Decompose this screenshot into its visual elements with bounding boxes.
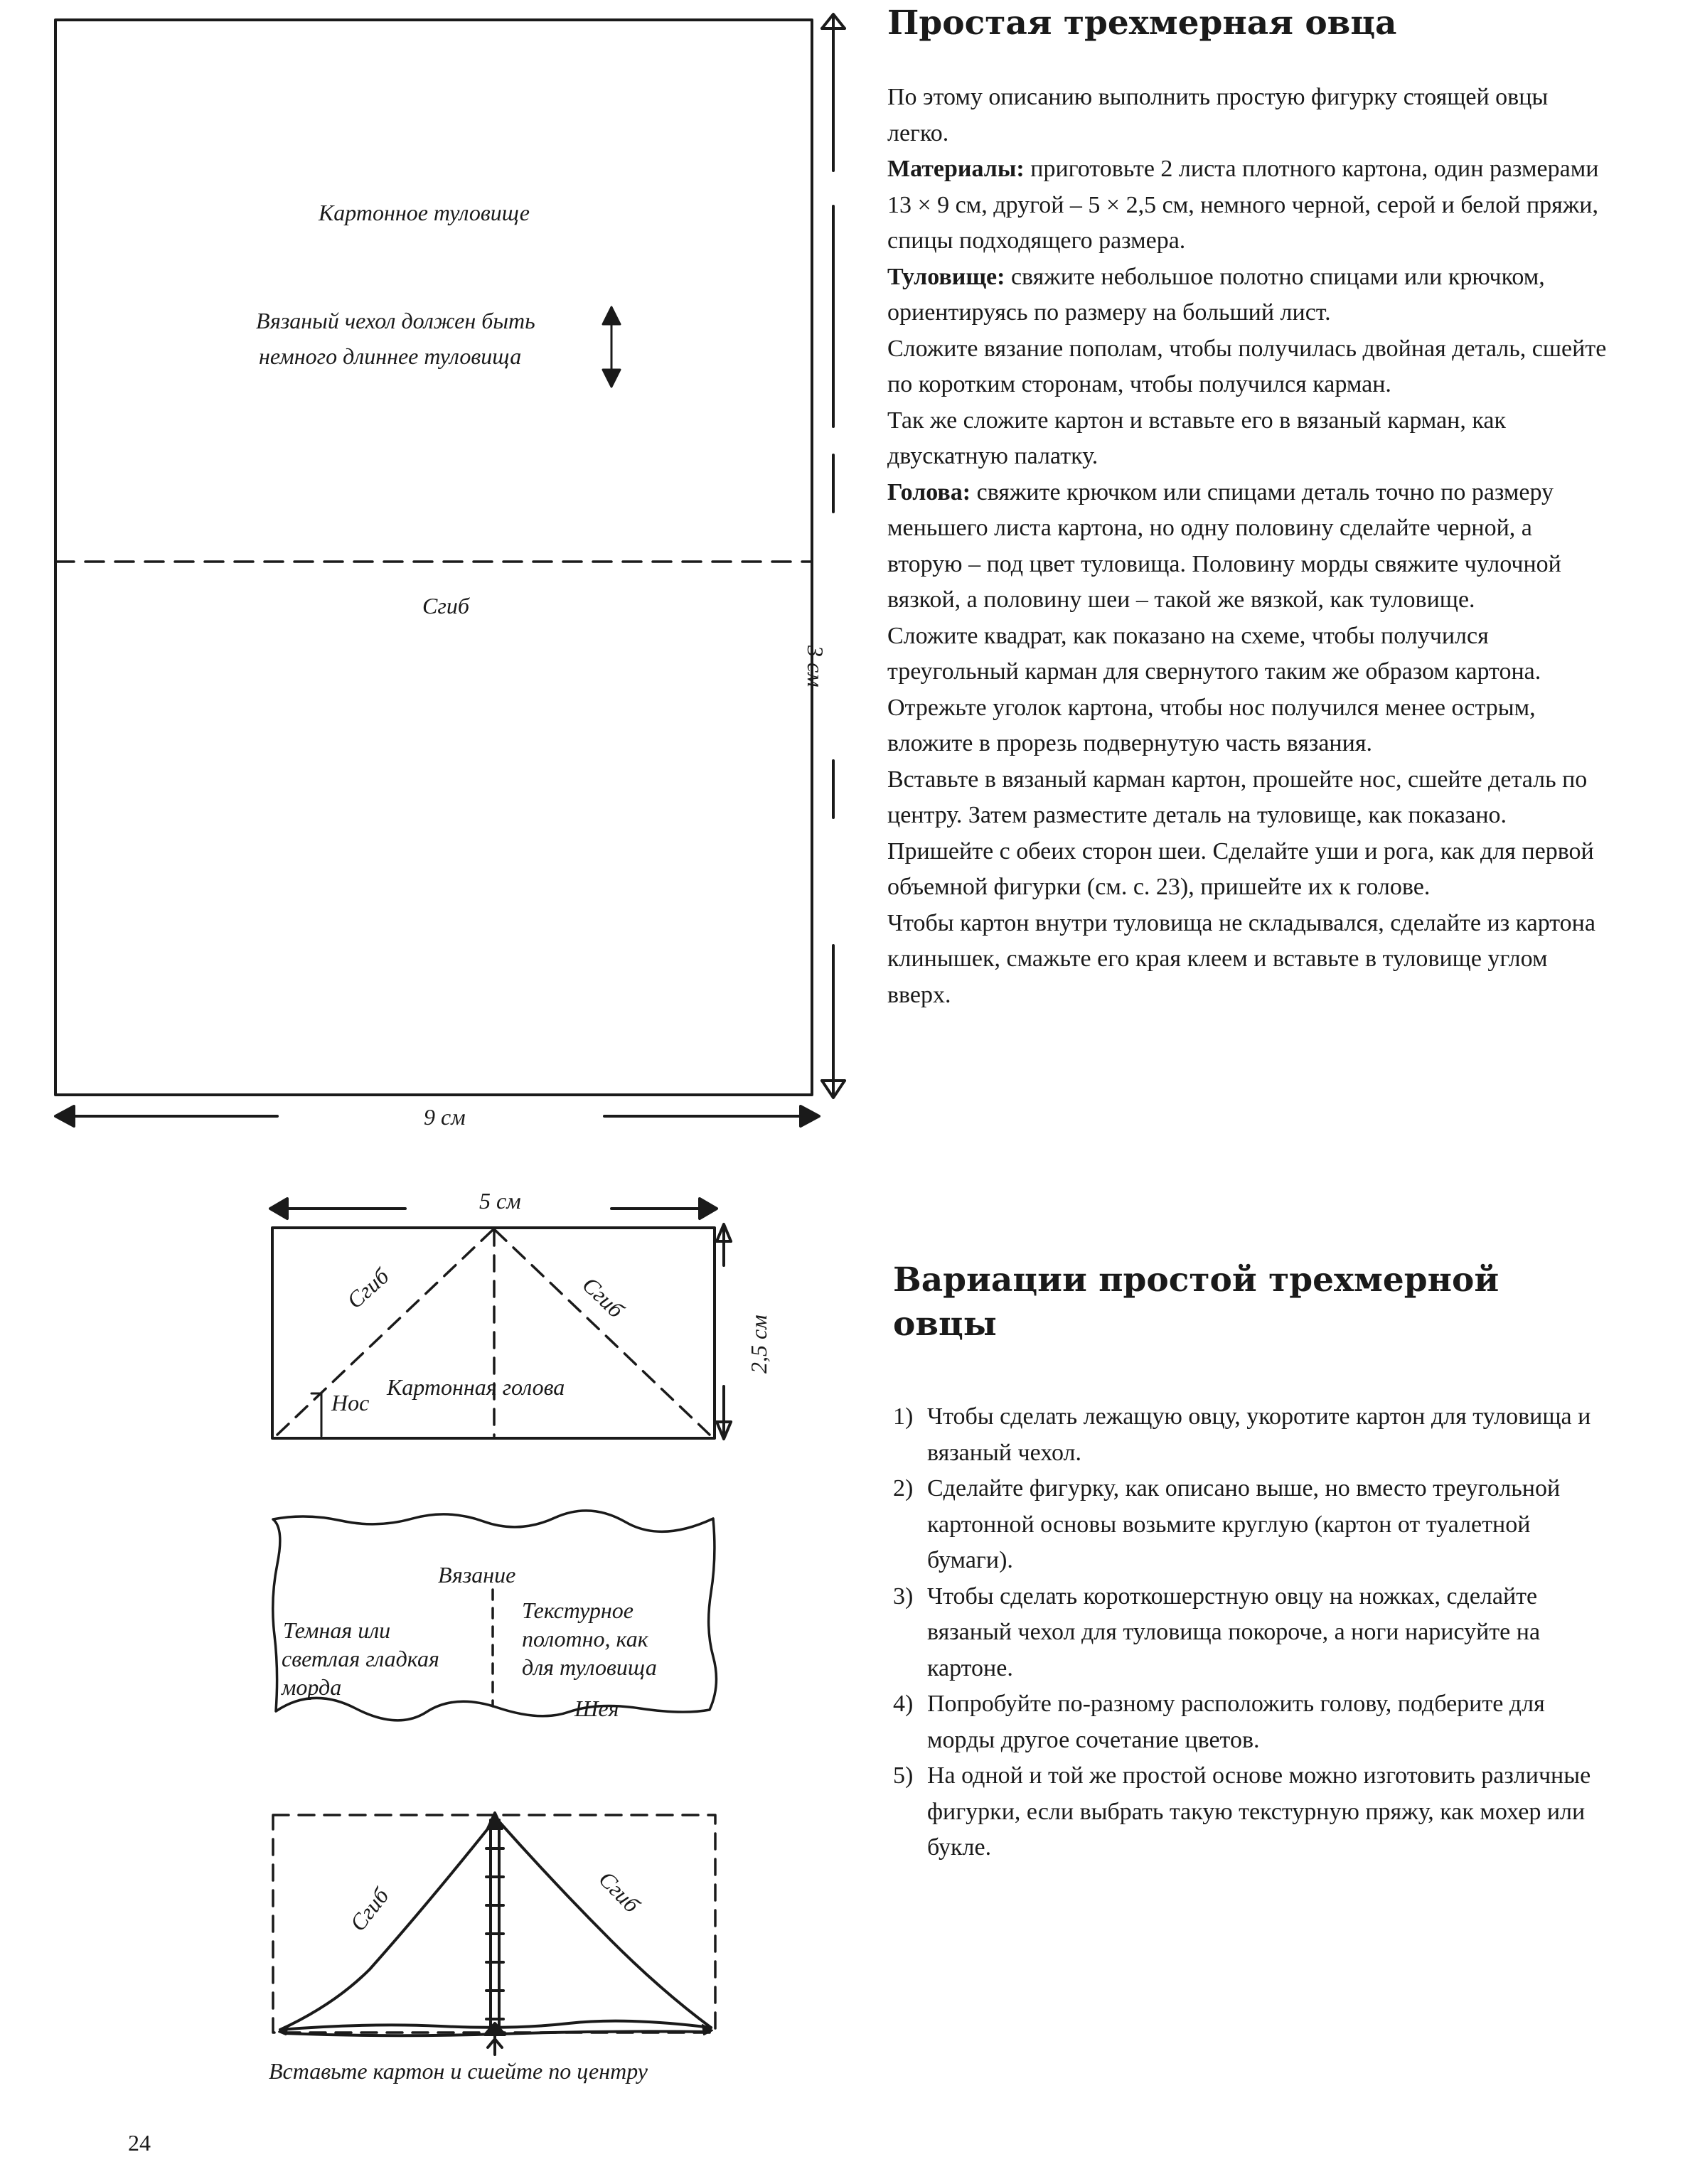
head-paragraph (887, 475, 1610, 619)
article-title: Простая трехмерная овца (887, 4, 1397, 43)
assembly-fold-right-label: Сгиб (594, 1866, 646, 1918)
neck-label: Шея (574, 1696, 619, 1721)
head-height-dimension (717, 1224, 731, 1439)
body-cardboard-outline (55, 20, 812, 1095)
wedge-paragraph: Чтобы картон внутри туловища не складывался, сделайте из картона клинышек, смажьте его края клеем и вставьте в туловище углом вверх. (887, 909, 1595, 1008)
list-item: 2) Сделайте фигурку, как описано выше, но вместо треугольной картонной основы возьмите круглую (картон от туалетной бумаги). (893, 1475, 1561, 1573)
materials-text: приготовьте 2 листа плотного картона, один размерами 13 × 9 см, другой – 5 × 2,5 см, немного черной, серой и белой пряжи, спицы подходящего размера. (887, 156, 1599, 254)
muzzle-line-2: светлая гладкая (282, 1646, 439, 1671)
textured-line-2: полотно, как (522, 1626, 648, 1652)
head-width-label: 5 см (479, 1188, 521, 1214)
cardboard-body-label: Картонное туловище (319, 200, 530, 225)
list-item: 3) Чтобы сделать короткошерстную овцу на ножках, сделайте вязаный чехол для туловища покороче, а ноги нарисуйте на картоне. (893, 1583, 1541, 1681)
list-item: 4) Попробуйте по-разному расположить голову, подберите для морды другое сочетание цветов. (893, 1691, 1545, 1753)
body-paragraph (887, 259, 1610, 331)
body-height-label: 3 см (803, 646, 828, 687)
cover-note-line-1: Вязаный чехол должен быть (256, 308, 535, 333)
muzzle-line-1: Темная или (283, 1617, 391, 1643)
insert-paragraph: Так же сложите картон и вставьте его в вязаный карман, как двускатную палатку. (887, 407, 1506, 469)
body-height-dimension (822, 14, 845, 1098)
head-fold-right (495, 1230, 710, 1435)
variations-title: Вариации простой трехмерной овцы (893, 1260, 1499, 1344)
assembly-fold-left-label: Сгиб (344, 1883, 394, 1936)
sew-paragraph: Вставьте в вязаный карман картон, прошейте нос, сшейте деталь по центру. Затем разместите деталь на туловище, как показано. Пришейте с обеих сторон шеи. Сделайте уши и рога, как для первой объемной фигурки (см. с. 23), пришейте их к голове. (887, 766, 1594, 900)
assembly-left-side (280, 1820, 495, 2030)
square-paragraph: Сложите квадрат, как показано на схеме, чтобы получился треугольный карман для свернутого таким же образом картона. Отрежьте уголок картона, чтобы нос получился менее острым, вложите в прорезь подвернутую часть вязания. (887, 622, 1541, 756)
nose-label: Нос (331, 1390, 370, 1415)
cover-length-arrow (603, 307, 620, 387)
materials-label: Материалы: (887, 156, 1025, 182)
textured-line-1: Текстурное (522, 1597, 634, 1623)
center-seam (485, 1813, 505, 2055)
head-fold-right-label: Сгиб (577, 1271, 629, 1323)
list-item: 5) На одной и той же простой основе можно изготовить различные фигурки, если выбрать такую текстурную пряжу, как мохер или букле. (893, 1762, 1591, 1861)
intro-paragraph: По этому описанию выполнить простую фигурку стоящей овцы легко. (887, 84, 1549, 146)
article-body (887, 80, 1610, 1013)
body-text: свяжите небольшое полотно спицами или крючком, ориентируясь по размеру на больший лист. (887, 263, 1545, 326)
assembly-caption: Вставьте картон и сшейте по центру (269, 2058, 648, 2084)
variations-list (893, 1399, 1613, 1866)
list-item: 1) Чтобы сделать лежащую овцу, укоротите картон для туловища и вязаный чехол. (893, 1403, 1591, 1466)
body-width-label: 9 см (424, 1104, 466, 1130)
textured-line-3: для туловища (522, 1654, 657, 1680)
cardboard-head-label: Картонная голова (387, 1374, 565, 1400)
materials-paragraph (887, 151, 1610, 259)
head-height-label: 2,5 см (746, 1315, 771, 1374)
assembly-right-side (498, 1820, 711, 2028)
head-text: свяжите крючком или спицами деталь точно по размеру меньшего листа картона, но одну половину сделайте черной, а вторую – под цвет туловища. Половину морды свяжите чулочной вязкой, а половину шеи – такой же вязкой, как туловище. (887, 478, 1561, 613)
knitting-label: Вязание (438, 1562, 516, 1588)
fold-paragraph: Сложите вязание пополам, чтобы получилась двойная деталь, сшейте по коротким сторонам, чтобы получился карман. (887, 335, 1607, 397)
head-label: Голова: (887, 478, 971, 505)
muzzle-line-3: морда (282, 1674, 342, 1700)
body-fold-label: Сгиб (422, 593, 469, 619)
page-number: 24 (128, 2130, 151, 2156)
head-fold-left (277, 1230, 493, 1435)
assembly-diagram (273, 1813, 715, 2055)
head-fold-left-label: Сгиб (341, 1263, 394, 1314)
cover-note-line-2: немного длиннее туловища (259, 343, 522, 369)
body-diagram (55, 14, 845, 1126)
nose-mark (311, 1393, 321, 1436)
body-label: Туловище: (887, 263, 1005, 290)
